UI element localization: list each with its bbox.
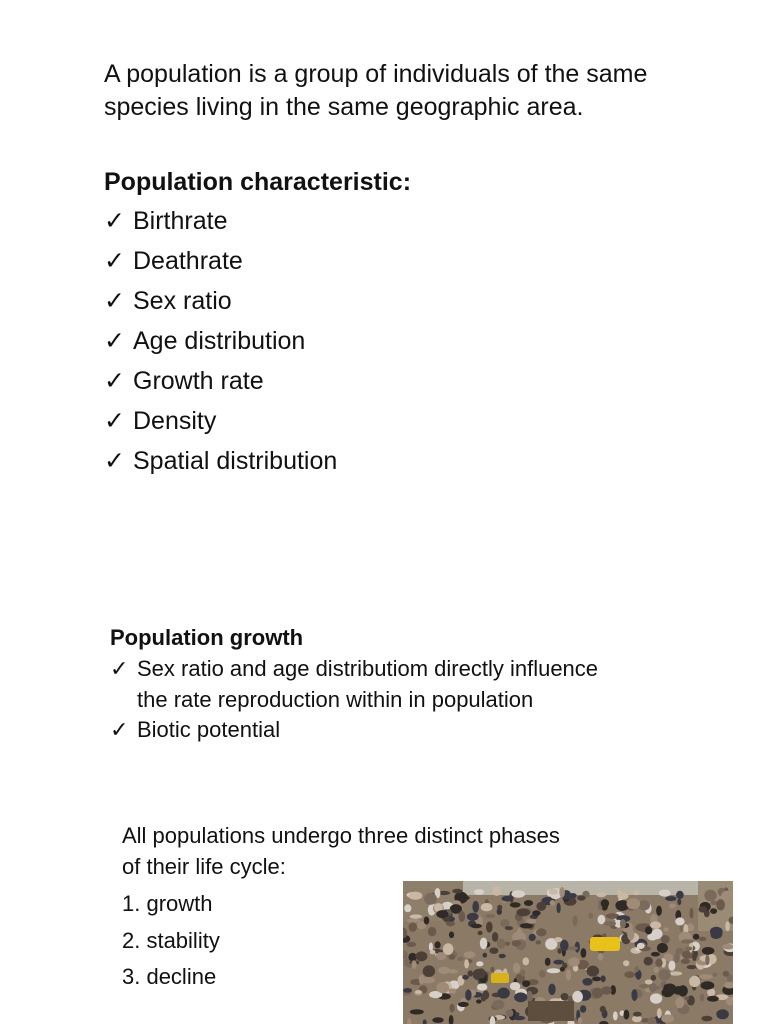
crowd-figure: [457, 895, 470, 900]
crowd-figure: [412, 960, 417, 969]
crowd-figure: [651, 975, 656, 981]
crowd-figure: [502, 896, 513, 902]
crowd-figure: [700, 994, 705, 1002]
crowd-figure: [627, 898, 641, 909]
crowd-figure: [462, 975, 469, 980]
phases-list: [122, 888, 220, 998]
characteristic-growth-rate: Growth rate: [133, 367, 264, 395]
crowd-figure: [560, 993, 568, 1001]
crowd-figure: [403, 988, 412, 993]
crowd-figure: [409, 922, 417, 931]
crowd-figure: [675, 997, 684, 1008]
crowd-figure: [617, 892, 628, 899]
crowd-figure: [634, 966, 639, 972]
crowd-figure: [477, 968, 486, 978]
crowd-figure: [669, 971, 682, 975]
crowd-figure: [450, 1004, 455, 1013]
crowd-figure: [510, 982, 520, 990]
crowd-figure: [710, 908, 717, 914]
crowd-figure: [713, 973, 718, 977]
list-item: [104, 203, 337, 243]
photo-cart: [528, 1001, 574, 1021]
crowd-figure: [601, 975, 606, 982]
list-item: [110, 715, 630, 746]
crowd-figure: [523, 957, 530, 965]
crowd-figure: [429, 942, 433, 951]
crowd-figure: [699, 937, 707, 941]
crowd-figure: [557, 948, 561, 954]
crowd-figure: [589, 913, 594, 919]
characteristics-heading: Population characteristic:: [104, 168, 412, 196]
checkmark-icon: ✓: [104, 327, 125, 355]
crowd-figure: [596, 892, 606, 897]
crowd-figure: [601, 899, 609, 908]
crowd-figure: [520, 969, 525, 976]
crowd-figure: [407, 942, 416, 947]
crowd-figure: [661, 1014, 674, 1022]
crowd-figure: [559, 887, 565, 898]
crowd-figure: [480, 938, 488, 950]
crowd-figure: [711, 931, 722, 939]
crowd-figure: [650, 993, 662, 1003]
intro-paragraph: A population is a group of individuals of the same species living in the same geographic area.: [104, 60, 648, 121]
checkmark-icon: ✓: [104, 287, 125, 315]
crowd-figure: [580, 1005, 586, 1013]
list-item: [104, 243, 337, 283]
crowd-figure: [432, 1017, 443, 1023]
crowd-figure: [513, 963, 520, 974]
crowd-figure: [497, 909, 502, 915]
characteristic-birthrate: Birthrate: [133, 207, 228, 235]
crowd-figure: [568, 946, 578, 950]
photo-taxi: [590, 937, 620, 951]
crowd-figure: [638, 900, 650, 910]
crowd-figure: [526, 919, 536, 924]
crowd-figure: [644, 957, 653, 966]
crowd-figure: [505, 926, 513, 930]
crowd-photo: [403, 881, 733, 1024]
crowd-figure: [627, 929, 634, 940]
crowd-figure: [716, 899, 725, 910]
crowd-figure: [497, 988, 510, 999]
checkmark-icon: ✓: [104, 207, 125, 235]
crowd-figure: [577, 895, 586, 900]
crowd-figure: [601, 986, 612, 995]
checkmark-icon: ✓: [110, 717, 129, 742]
crowd-figure: [705, 955, 709, 965]
crowd-figure: [458, 1002, 469, 1007]
crowd-figure: [656, 906, 662, 916]
crowd-figure: [651, 952, 660, 957]
crowd-figure: [652, 929, 663, 940]
crowd-figure: [701, 981, 715, 989]
crowd-figure: [452, 908, 459, 914]
phase-growth: 1. growth: [122, 891, 213, 916]
crowd-figure: [659, 969, 671, 980]
crowd-figure: [410, 1009, 424, 1014]
crowd-figure: [668, 961, 675, 971]
crowd-figure: [632, 989, 638, 1001]
crowd-figure: [516, 908, 530, 916]
crowd-figure: [663, 984, 667, 993]
crowd-figure: [522, 980, 530, 987]
crowd-figure: [704, 890, 716, 902]
crowd-figure: [680, 925, 684, 932]
crowd-figure: [623, 960, 629, 966]
checkmark-icon: ✓: [104, 447, 125, 475]
crowd-figure: [674, 952, 679, 963]
crowd-figure: [468, 970, 473, 976]
crowd-figure: [409, 892, 423, 900]
crowd-figure: [532, 910, 540, 916]
characteristics-list: [104, 203, 337, 483]
characteristic-density: Density: [133, 407, 217, 435]
crowd-figure: [657, 943, 668, 953]
crowd-figure: [645, 926, 652, 934]
crowd-figure: [554, 937, 562, 942]
crowd-figure: [436, 982, 449, 993]
crowd-figure: [701, 1016, 712, 1022]
crowd-figure: [675, 917, 684, 925]
crowd-figure: [497, 939, 506, 949]
crowd-figure: [560, 967, 565, 972]
checkmark-icon: ✓: [104, 367, 125, 395]
crowd-figure: [669, 904, 676, 909]
crowd-figure: [725, 921, 730, 931]
crowd-figure: [598, 953, 603, 961]
crowd-figure: [490, 967, 494, 973]
growth-item-sex-ratio: Sex ratio and age distributiom directly influence the rate reproduction within in population: [137, 656, 599, 712]
crowd-figure: [481, 995, 486, 1002]
list-item: [104, 443, 337, 483]
crowd-figure: [511, 890, 525, 897]
crowd-figure: [677, 899, 681, 906]
phase-decline: 3. decline: [122, 964, 217, 989]
crowd-figure: [508, 1009, 513, 1017]
growth-heading: Population growth: [110, 625, 304, 650]
crowd-figure: [464, 959, 469, 968]
crowd-figure: [664, 927, 669, 931]
crowd-figure: [707, 996, 719, 1002]
crowd-figure: [661, 935, 670, 944]
crowd-figure: [659, 890, 671, 897]
crowd-figure: [435, 941, 441, 948]
characteristic-spatial-distribution: Spatial distribution: [133, 447, 338, 475]
crowd-figure: [457, 957, 463, 961]
crowd-figure: [665, 896, 676, 901]
crowd-figure: [573, 915, 578, 926]
crowd-figure: [645, 980, 653, 985]
crowd-figure: [428, 927, 436, 936]
crowd-figure: [524, 900, 533, 906]
crowd-figure: [681, 958, 690, 964]
crowd-figure: [557, 903, 561, 913]
crowd-figure: [415, 951, 427, 961]
crowd-figure: [687, 965, 697, 969]
checkmark-icon: ✓: [104, 407, 125, 435]
crowd-figure: [676, 891, 684, 899]
crowd-figure: [592, 977, 601, 982]
crowd-figure: [539, 970, 546, 978]
crowd-figure: [637, 943, 645, 949]
crowd-figure: [424, 917, 430, 925]
crowd-figure: [568, 957, 580, 966]
crowd-figure: [547, 968, 560, 973]
crowd-figure: [477, 984, 487, 991]
list-item: [104, 323, 337, 363]
crowd-figure: [472, 901, 479, 913]
crowd-figure: [415, 990, 422, 994]
crowd-figure: [492, 886, 501, 896]
crowd-figure: [536, 902, 546, 911]
phases-intro: All populations undergo three distinct phases of their life cycle:: [122, 823, 560, 879]
crowd-figure: [423, 965, 435, 977]
checkmark-icon: ✓: [110, 656, 129, 681]
crowd-figure: [465, 989, 471, 1000]
crowd-figure: [458, 911, 465, 922]
crowd-figure: [449, 932, 454, 939]
crowd-figure: [492, 932, 498, 942]
crowd-figure: [684, 996, 689, 1000]
checkmark-icon: ✓: [104, 247, 125, 275]
crowd-figure: [553, 960, 564, 965]
crowd-figure: [476, 961, 483, 966]
growth-item-biotic-potential: Biotic potential: [137, 717, 281, 742]
crowd-figure: [550, 900, 556, 906]
crowd-figure: [581, 948, 587, 958]
list-item: [110, 654, 630, 715]
crowd-figure: [529, 934, 536, 941]
crowd-figure: [655, 959, 662, 967]
crowd-figure: [578, 1017, 583, 1024]
crowd-figure: [639, 984, 649, 988]
crowd-figure: [476, 999, 482, 1003]
crowd-figure: [481, 903, 493, 911]
crowd-figure: [499, 954, 506, 959]
crowd-figure: [505, 942, 510, 946]
crowd-figure: [604, 921, 617, 926]
characteristic-age-distribution: Age distribution: [133, 327, 306, 355]
crowd-figure: [685, 947, 693, 951]
crowd-figure: [690, 908, 694, 919]
crowd-figure: [510, 902, 521, 907]
list-item: [104, 403, 337, 443]
crowd-figure: [536, 940, 542, 944]
crowd-figure: [513, 1016, 525, 1021]
crowd-figure: [512, 940, 522, 947]
crowd-figure: [452, 889, 462, 894]
crowd-figure: [702, 947, 715, 955]
crowd-figure: [698, 906, 707, 912]
crowd-figure: [464, 951, 476, 958]
crowd-figure: [492, 1000, 504, 1010]
crowd-figure: [419, 974, 425, 985]
crowd-figure: [699, 974, 713, 979]
crowd-figure: [443, 943, 453, 955]
crowd-figure: [545, 958, 551, 966]
crowd-figure: [474, 889, 484, 895]
crowd-figure: [624, 971, 635, 978]
crowd-figure: [483, 953, 488, 958]
crowd-figure: [654, 967, 659, 973]
list-item: [104, 363, 337, 403]
characteristic-sex-ratio: Sex ratio: [133, 287, 232, 315]
crowd-figure: [536, 928, 547, 936]
crowd-figure: [410, 914, 422, 918]
crowd-figure: [449, 954, 456, 960]
crowd-figure: [624, 1010, 630, 1020]
crowd-figure: [520, 923, 533, 928]
crowd-figure: [723, 971, 729, 977]
crowd-figure: [600, 1006, 606, 1013]
crowd-figure: [467, 913, 479, 921]
photo-taxi: [491, 973, 509, 983]
crowd-figure: [620, 919, 626, 929]
crowd-figure: [566, 970, 571, 981]
crowd-figure: [549, 888, 558, 894]
crowd-figure: [681, 939, 693, 943]
crowd-figure: [436, 910, 448, 918]
crowd-figure: [430, 950, 436, 955]
crowd-figure: [438, 967, 450, 974]
crowd-figure: [582, 978, 592, 986]
crowd-figure: [692, 953, 697, 961]
crowd-figure: [572, 991, 583, 1003]
crowd-figure: [693, 934, 699, 940]
crowd-figure: [404, 904, 411, 912]
crowd-figure: [633, 1012, 642, 1017]
crowd-figure: [489, 948, 498, 954]
characteristic-deathrate: Deathrate: [133, 247, 243, 275]
crowd-figure: [548, 984, 555, 995]
crowd-figure: [633, 890, 639, 895]
crowd-figure: [716, 1009, 729, 1019]
crowd-figure: [448, 989, 454, 994]
crowd-figure: [613, 1011, 618, 1020]
crowd-figure: [587, 966, 600, 977]
crowd-figure: [650, 921, 661, 928]
crowd-figure: [592, 988, 603, 999]
crowd-figure: [657, 1008, 662, 1018]
list-item: [104, 283, 337, 323]
crowd-figure: [689, 976, 700, 987]
crowd-figure: [485, 914, 495, 918]
crowd-figure: [471, 924, 482, 929]
crowd-figure: [514, 992, 527, 1002]
growth-list: [110, 654, 630, 746]
crowd-figure: [486, 922, 493, 933]
crowd-figure: [478, 931, 483, 935]
crowd-figure: [407, 919, 420, 923]
crowd-figure: [709, 920, 721, 925]
crowd-figure: [424, 893, 437, 905]
phase-stability: 2. stability: [122, 927, 220, 953]
